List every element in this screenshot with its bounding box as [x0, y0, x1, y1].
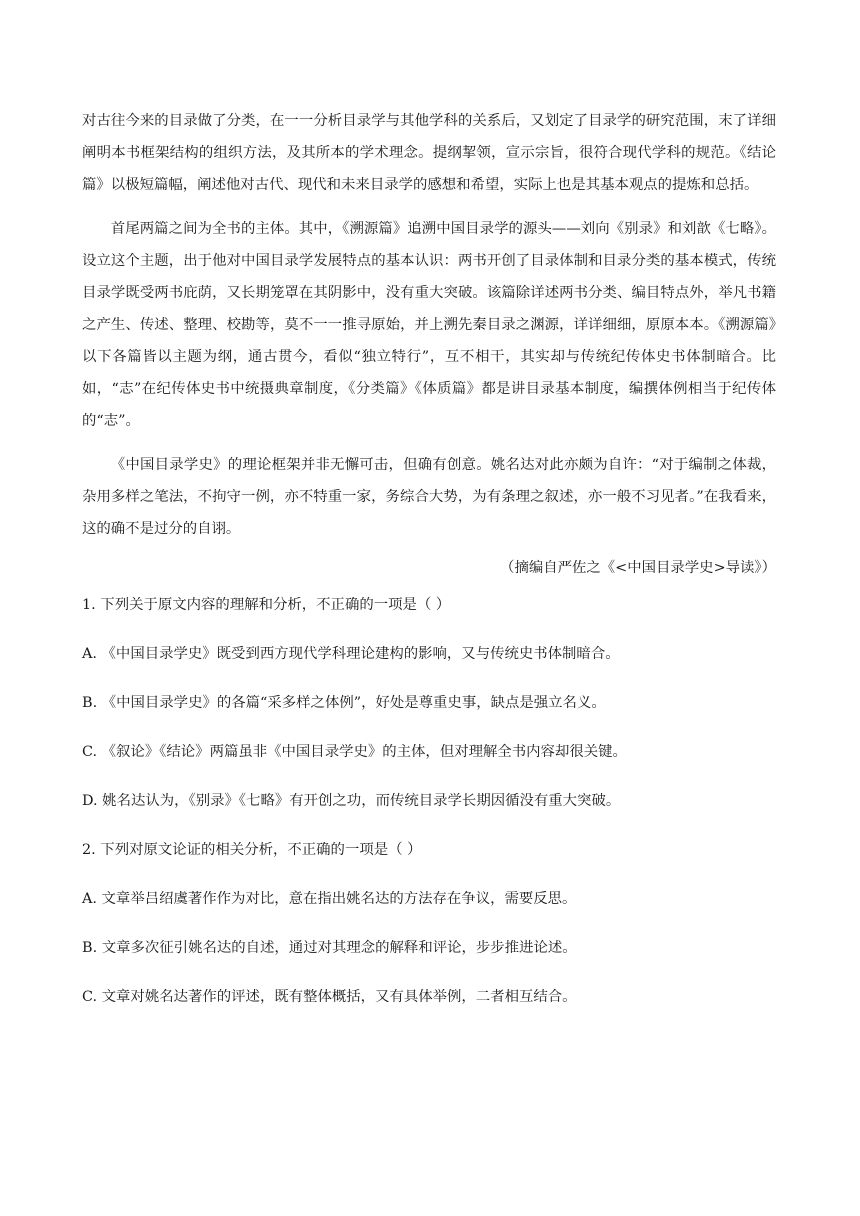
question-2	[82, 840, 776, 1007]
question-2-option-c: C. 文章对姚名达著作的评述，既有整体概括，又有具体举例，二者相互结合。	[82, 989, 577, 1005]
question-1-stem: 1. 下列关于原文内容的理解和分析，不正确的一项是（ ）	[82, 597, 451, 613]
paragraph-gap	[82, 437, 776, 449]
question-2-stem: 2. 下列对原文论证的相关分析，不正确的一项是（ ）	[82, 842, 422, 858]
question-1-option-b: B. 《中国目录学史》的各篇“采多样之体例”，好处是尊重史事，缺点是强立名义。	[82, 695, 606, 711]
question-1-option-c: C. 《叙论》《结论》两篇虽非《中国目录学史》的主体，但对理解全书内容却很关键。	[82, 744, 627, 760]
article-paragraph-3: 《中国目录学史》的理论框架并非无懈可击，但确有创意。姚名达对此亦颇为自许：“对于编制之体裁，杂用多样之笔法，不拘守一例，亦不特重一家，务综合大势，为有条理之叙述，亦一般不习见者。”在我看来，这的确不是过分的自诩。	[82, 457, 776, 537]
article-paragraph-2: 首尾两篇之间为全书的主体。其中，《溯源篇》追溯中国目录学的源头——刘向《别录》和刘歆《七略》。设立这个主题，出于他对中国目录学发展特点的基本认识：两书开创了目录体制和目录分类的基本模式，传统目录学既受两书庇荫，又长期笼罩在其阴影中，没有重大突破。该篇除详述两书分类、编目特点外，举凡书籍之产生、传述、整理、校勘等，莫不一一推寻原始，并上溯先秦目录之渊源，详详细细，原原本本。《溯源篇》以下各篇皆以主题为纲，通古贯今，看似“独立特行”，互不相干，其实却与传统纪传体史书体制暗合。比如，“志”在纪传体史书中统摄典章制度，《分类篇》《体质篇》都是讲目录基本制度，编撰体例相当于纪传体的“志”。	[82, 221, 776, 429]
question-2-option-b: B. 文章多次征引姚名达的自述，通过对其理念的解释和评论，步步推进论述。	[82, 940, 577, 956]
document-page	[82, 105, 776, 1007]
question-1-option-d: D. 姚名达认为，《别录》《七略》有开创之功，而传统目录学长期因循没有重大突破。	[82, 793, 621, 809]
paragraph-gap	[82, 201, 776, 213]
question-1-option-a: A. 《中国目录学史》既受到西方现代学科理论建构的影响，又与传统史书体制暗合。	[82, 646, 620, 662]
article-source-citation: （摘编自严佐之《<中国目录学史>导读》）	[500, 560, 776, 576]
question-1	[82, 595, 776, 811]
question-2-option-a: A. 文章举吕绍虞著作作为对比，意在指出姚名达的方法存在争议，需要反思。	[82, 891, 577, 907]
article-paragraph-1: 对古往今来的目录做了分类，在一一分析目录学与其他学科的关系后，又划定了目录学的研究范围，末了详细阐明本书框架结构的组织方法，及其所本的学术理念。提纲挈领，宣示宗旨，很符合现代学科的规范。《结论篇》以极短篇幅，阐述他对古代、现代和未来目录学的感想和希望，实际上也是其基本观点的提炼和总括。	[82, 113, 776, 193]
